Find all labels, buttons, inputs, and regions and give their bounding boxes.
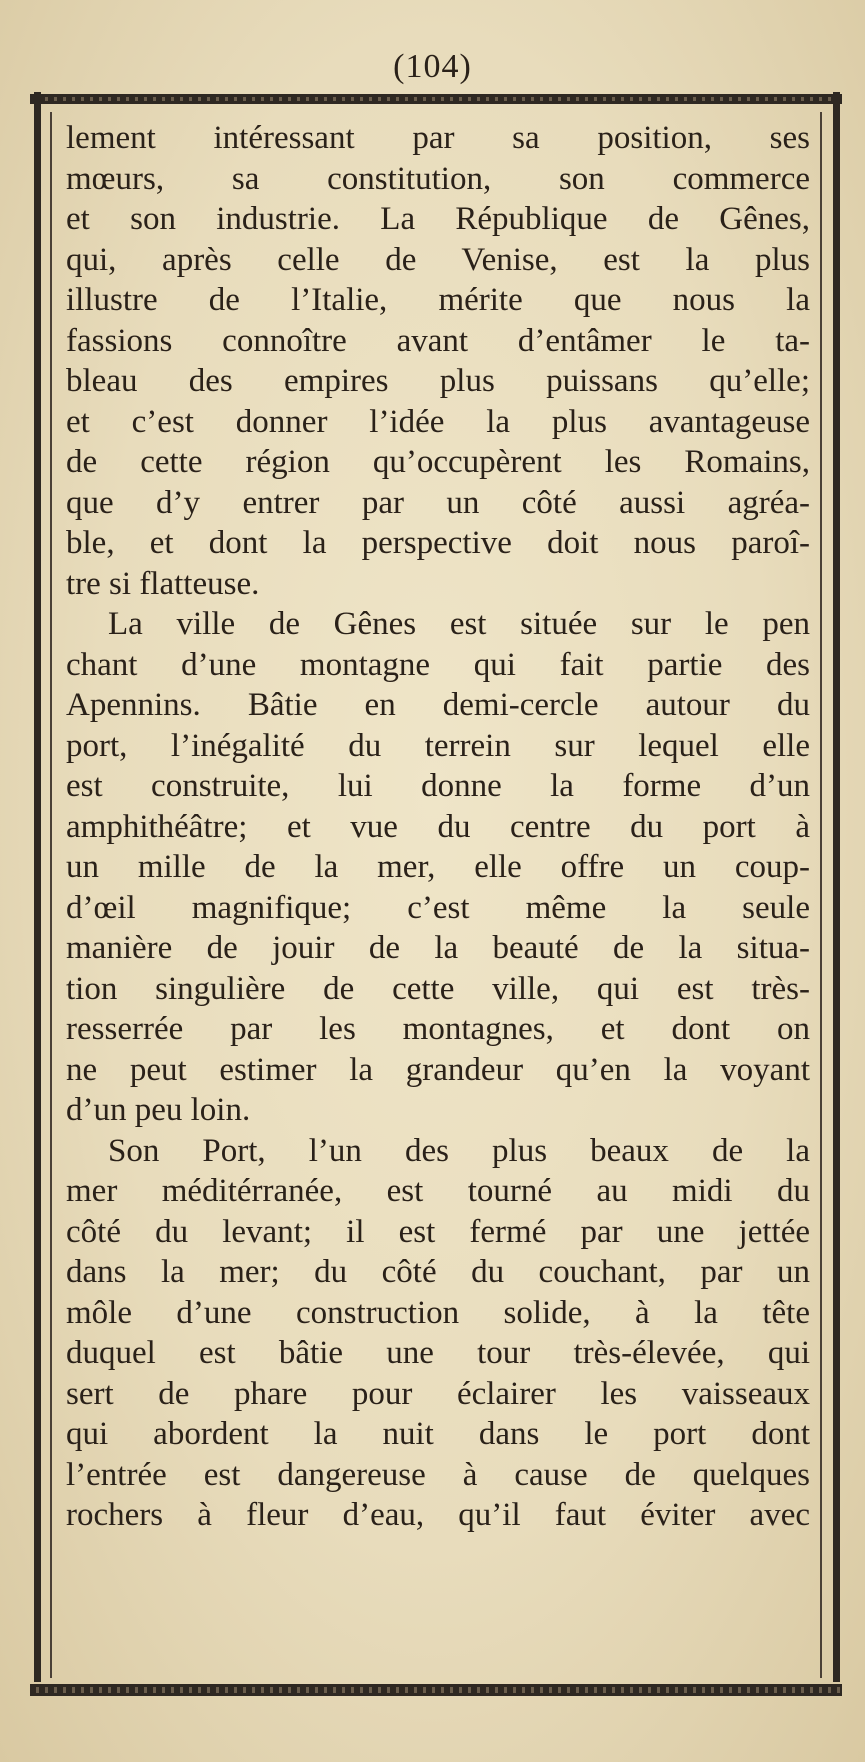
text-line: est construite, lui donne la forme d’un xyxy=(66,768,810,804)
text-line: fassions connoître avant d’entâmer le ta- xyxy=(66,322,810,359)
text-line: qui abordent la nuit dans le port dont xyxy=(66,1416,810,1452)
text-line: manière de jouir de la beauté de la situa- xyxy=(66,930,810,966)
frame-inner-line-left xyxy=(50,112,52,1678)
text-line: bleau des empires plus puissans qu’elle; xyxy=(66,363,810,399)
bottom-ornamental-rule xyxy=(30,1684,842,1696)
text-line: un mille de la mer, elle offre un coup- xyxy=(66,849,810,885)
text-line: resserrée par les montagnes, et dont on xyxy=(66,1011,810,1047)
frame-inner-line-right xyxy=(820,112,822,1678)
text-line: mer méditérranée, est tourné au midi du xyxy=(66,1173,810,1209)
text-line: dans la mer; du côté du couchant, par un xyxy=(66,1254,810,1290)
text-line: d’œil magnifique; c’est même la seule xyxy=(66,889,810,926)
text-line: ble, et dont la perspective doit nous paroî- xyxy=(66,525,810,561)
text-line: côté du levant; il est fermé par une jettée xyxy=(66,1213,810,1250)
text-line: illustre de l’Italie, mérite que nous la xyxy=(66,282,810,318)
page-number: (104) xyxy=(393,48,472,85)
text-line: tion singulière de cette ville, qui est très- xyxy=(66,970,810,1007)
text-line: sert de phare pour éclairer les vaisseaux xyxy=(66,1375,810,1412)
text-line: Apennins. Bâtie en demi-cercle autour du xyxy=(66,687,810,723)
text-line: chant d’une montagne qui fait partie des xyxy=(66,646,810,683)
text-line: l’entrée est dangereuse à cause de quelques xyxy=(66,1456,810,1493)
text-line: que d’y entrer par un côté aussi agréa- xyxy=(66,484,810,521)
text-line: môle d’une construction solide, à la tête xyxy=(66,1294,810,1331)
paragraph-end-line: tre si flatteuse. xyxy=(66,565,260,602)
text-line: rochers à fleur d’eau, qu’il faut éviter avec xyxy=(66,1497,810,1533)
paragraph-start-line: La ville de Gênes est située sur le pen xyxy=(108,606,810,642)
text-line: duquel est bâtie une tour très-élevée, qui xyxy=(66,1335,810,1371)
text-line: amphithéâtre; et vue du centre du port à xyxy=(66,808,810,845)
paragraph-end-line: d’un peu loin. xyxy=(66,1092,251,1128)
text-line: lement intéressant par sa position, ses xyxy=(66,120,810,156)
paragraph-start-line: Son Port, l’un des plus beaux de la xyxy=(108,1132,810,1169)
text-line: de cette région qu’occupèrent les Romains, xyxy=(66,444,810,480)
text-line: qui, après celle de Venise, est la plus xyxy=(66,241,810,278)
text-line: et c’est donner l’idée la plus avantageuse xyxy=(66,403,810,440)
text-line: ne peut estimer la grandeur qu’en la voyant xyxy=(66,1051,810,1088)
text-line: et son industrie. La République de Gênes, xyxy=(66,201,810,237)
text-line: port, l’inégalité du terrein sur lequel elle xyxy=(66,727,810,764)
body-text xyxy=(66,118,810,1536)
text-line: mœurs, sa constitution, son commerce xyxy=(66,160,810,197)
